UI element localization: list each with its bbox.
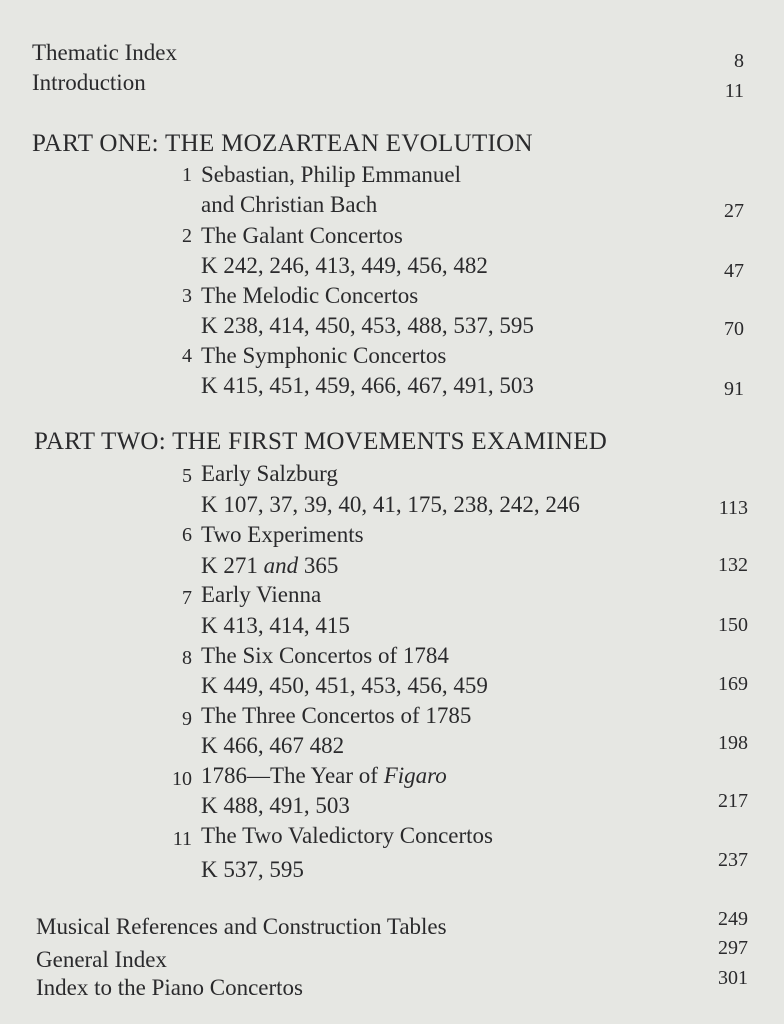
toc-entry-page: 297 [718,937,748,959]
chapter-page: 27 [724,200,744,222]
chapter-page: 198 [718,732,748,754]
chapter-works: K 537, 595 [201,857,304,882]
chapter-title-part: 1786—The Year of [201,763,384,788]
chapter-page: 217 [718,790,748,812]
chapter-number: 2 [182,225,192,247]
chapter-title: The Galant Concertos [201,223,403,248]
chapter-number: 10 [172,768,192,790]
toc-entry-title: Musical References and Construction Tables [36,914,447,939]
chapter-title: The Three Concertos of 1785 [201,703,472,728]
chapter-number: 7 [182,587,192,609]
chapter-page: 237 [718,849,748,871]
chapter-works-part: 365 [298,553,339,578]
chapter-title [201,763,447,789]
chapter-number: 1 [182,164,192,186]
toc-entry-page: 8 [734,50,744,72]
chapter-works: K 238, 414, 450, 453, 488, 537, 595 [201,313,534,338]
chapter-title: The Six Concertos of 1784 [201,643,449,668]
chapter-works-part: K 271 [201,553,264,578]
chapter-works: K 449, 450, 451, 453, 456, 459 [201,673,488,698]
chapter-page: 132 [718,554,748,576]
chapter-title-italic: Figaro [383,763,447,788]
chapter-page: 91 [724,378,744,400]
part-heading: PART TWO: THE FIRST MOVEMENTS EXAMINED [34,428,608,455]
chapter-number: 11 [172,828,192,850]
toc-entry-title: Introduction [32,70,146,95]
chapter-number: 6 [182,524,192,546]
chapter-works [201,553,338,579]
toc-entry-title: Thematic Index [32,40,177,65]
chapter-title: The Symphonic Concertos [201,343,447,368]
chapter-number: 8 [182,647,192,669]
chapter-works-italic: and [263,553,299,578]
chapter-title-cont: and Christian Bach [201,192,378,217]
chapter-title: The Melodic Concertos [201,283,419,308]
chapter-number: 9 [182,708,192,730]
chapter-title: The Two Valedictory Concertos [201,823,494,848]
chapter-works: K 413, 414, 415 [201,613,350,638]
toc-entry-page: 11 [724,80,744,102]
chapter-works: K 107, 37, 39, 40, 41, 175, 238, 242, 246 [201,492,580,517]
chapter-title: Early Salzburg [201,461,338,486]
chapter-page: 47 [724,260,744,282]
chapter-page: 70 [724,318,744,340]
chapter-number: 5 [182,465,192,487]
chapter-number: 3 [182,285,192,307]
chapter-page: 113 [718,497,748,519]
toc-entry-page: 301 [718,967,748,989]
chapter-works: K 415, 451, 459, 466, 467, 491, 503 [201,373,534,398]
toc-entry-title: Index to the Piano Concertos [36,975,304,1000]
chapter-works: K 466, 467 482 [201,733,345,758]
chapter-title: Two Experiments [201,522,364,547]
chapter-title: Early Vienna [201,582,322,607]
chapter-number: 4 [182,345,192,367]
toc-entry-title: General Index [36,947,167,972]
part-heading: PART ONE: THE MOZARTEAN EVOLUTION [32,130,533,157]
chapter-works: K 488, 491, 503 [201,793,350,818]
toc-entry-page: 249 [718,908,748,930]
chapter-title: Sebastian, Philip Emmanuel [201,162,461,187]
chapter-works: K 242, 246, 413, 449, 456, 482 [201,253,488,278]
chapter-page: 169 [718,673,748,695]
chapter-page: 150 [718,614,748,636]
